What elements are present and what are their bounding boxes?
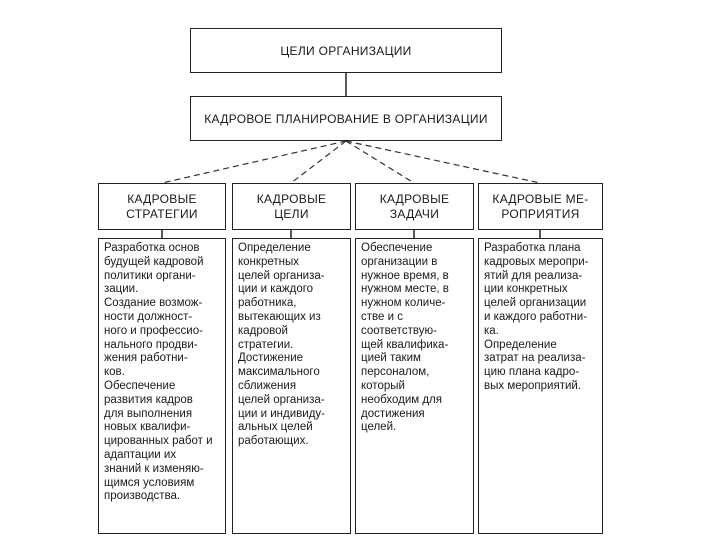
hr-planning-label: КАДРОВОЕ ПЛАНИРОВАНИЕ В ОРГАНИЗАЦИИ	[204, 111, 488, 126]
hr-goals-header	[232, 183, 351, 230]
organization-goals-label: ЦЕЛИ ОРГАНИЗАЦИИ	[280, 43, 412, 58]
hr-goals-title: КАДРОВЫЕ ЦЕЛИ	[256, 191, 327, 221]
hr-strategies-description: Разработка основ будущей кадровой политики органи- зации. Создание возмож- ности должност- ного и профессио- нального продви- жения работни- ков. Обеспечение развития кадров для выполнения новых квалифи- цированных работ и адаптации их знаний к изменяю- щимся условиям производства.	[98, 238, 226, 534]
hr-strategies-title: КАДРОВЫЕ СТРАТЕГИИ	[126, 191, 198, 221]
hr-planning-box	[190, 96, 502, 141]
hr-measures-description: Разработка плана кадровых меропри- ятий для реализа- ции конкретных целей организации и каждого работни- ка. Определение затрат на реализа- цию плана кадро- вых мероприятий.	[478, 238, 603, 534]
dashed-line-to-measures	[346, 141, 540, 183]
dashed-line-to-tasks	[346, 141, 414, 183]
hr-strategies-header	[98, 183, 226, 230]
hr-measures-title: КАДРОВЫЕ МЕ- РОПРИЯТИЯ	[492, 191, 589, 221]
hr-tasks-header	[355, 183, 474, 230]
hr-measures-header	[478, 183, 603, 230]
hr-tasks-title: КАДРОВЫЕ ЗАДАЧИ	[379, 191, 450, 221]
organization-goals-box	[190, 28, 502, 73]
hr-goals-description: Определение конкретных целей организа- ции и каждого работника, вытекающих из кадровой стратегии. Достижение максимального сближения целей организа- ции и индивиду- альных целей работающих.	[232, 238, 351, 534]
dashed-line-to-goals	[291, 141, 346, 183]
hr-tasks-description: Обеспечение организации в нужное время, в нужном месте, в нужном количе- стве и с соответствую- щей квалифика- цией таким персоналом, который необходим для достижения целей.	[355, 238, 474, 534]
